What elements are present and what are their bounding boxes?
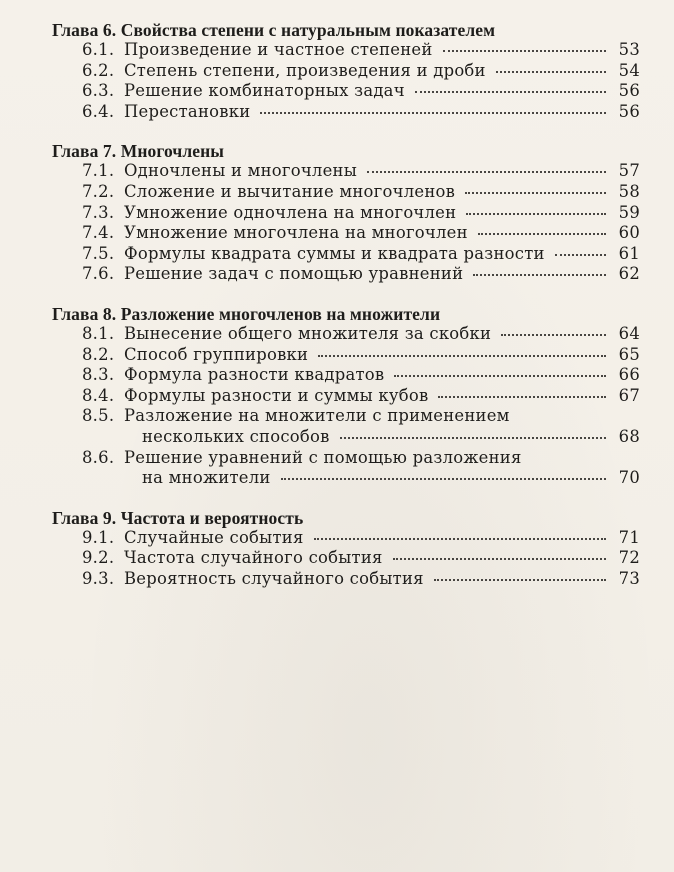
page-number: 57: [618, 161, 640, 181]
toc-entry[interactable]: [52, 569, 640, 590]
page-number: 70: [618, 468, 640, 488]
toc-entry[interactable]: [52, 448, 640, 489]
toc-entry[interactable]: [52, 264, 640, 285]
page-number: 53: [618, 40, 640, 59]
page-number: 56: [618, 101, 640, 121]
section-number: 7.1.: [82, 161, 115, 181]
toc-entry[interactable]: [52, 102, 640, 123]
toc-entry[interactable]: [52, 61, 640, 82]
section-title: Одночлены и многочлены: [124, 161, 358, 181]
dot-leader: [394, 374, 606, 377]
dot-leader: [314, 537, 606, 540]
dot-leader: [281, 477, 606, 480]
page-number: 62: [618, 264, 640, 284]
section-title: Вероятность случайного события: [124, 568, 424, 588]
section-title: Сложение и вычитание многочленов: [124, 181, 456, 201]
dot-leader: [318, 354, 606, 357]
toc-entry[interactable]: [52, 182, 640, 203]
page-number: 60: [618, 223, 640, 243]
section-title: Формулы квадрата суммы и квадрата разности: [124, 243, 545, 263]
dot-leader: [473, 273, 606, 276]
page-number: 73: [618, 568, 640, 588]
page-number: 65: [618, 344, 640, 364]
dot-leader: [466, 212, 606, 215]
section-number: 7.5.: [82, 243, 115, 263]
section-number: 8.4.: [82, 385, 115, 405]
section-title: Разложение на множители с применением: [124, 406, 510, 426]
section-number: 8.5.: [82, 406, 115, 426]
page-number: 58: [618, 181, 640, 201]
dot-leader: [501, 333, 606, 336]
dot-leader: [496, 70, 606, 73]
toc-entry[interactable]: [52, 386, 640, 407]
section-number: 6.4.: [82, 101, 115, 121]
chapter-section: [52, 508, 640, 590]
section-number: 7.6.: [82, 264, 115, 284]
dot-leader: [478, 232, 606, 235]
dot-leader: [260, 111, 606, 114]
section-title: Частота случайного события: [124, 548, 383, 568]
section-title: Случайные события: [124, 527, 304, 547]
chapter-section: [52, 20, 640, 122]
toc-entry[interactable]: [52, 406, 640, 447]
toc-entry[interactable]: [52, 81, 640, 102]
page-number: 61: [618, 243, 640, 263]
page-number: 71: [618, 527, 640, 547]
section-number: 8.3.: [82, 365, 115, 385]
section-number: 6.2.: [82, 60, 115, 80]
section-number: 9.2.: [82, 548, 115, 568]
section-number: 7.3.: [82, 202, 115, 222]
toc-entry[interactable]: [52, 244, 640, 265]
page-number: 64: [618, 323, 640, 343]
chapter-section: [52, 304, 640, 489]
page-number: 66: [618, 365, 640, 385]
page-number: 72: [618, 548, 640, 568]
section-title: на множители: [142, 468, 271, 488]
toc-entry[interactable]: [52, 548, 640, 569]
toc-entry[interactable]: [52, 345, 640, 366]
dot-leader: [340, 436, 606, 439]
dot-leader: [465, 191, 606, 194]
page-number: 59: [618, 202, 640, 222]
section-number: 6.1.: [82, 40, 115, 59]
toc-entry[interactable]: [52, 324, 640, 345]
dot-leader: [555, 253, 606, 256]
section-title: Решение уравнений с помощью разложения: [124, 447, 522, 467]
toc-entry[interactable]: [52, 528, 640, 549]
toc-entry[interactable]: [52, 365, 640, 386]
section-number: 6.3.: [82, 81, 115, 101]
section-title: Произведение и частное степеней: [124, 40, 433, 59]
chapter-title[interactable]: Глава 6. Свойства степени с натуральным показателем: [52, 20, 496, 40]
chapter-title[interactable]: Глава 8. Разложение многочленов на множители: [52, 303, 441, 324]
section-title: Формулы разности и суммы кубов: [124, 385, 429, 405]
section-title: Формула разности квадратов: [124, 365, 385, 385]
chapter-title[interactable]: Глава 9. Частота и вероятность: [52, 507, 304, 528]
section-number: 8.1.: [82, 323, 115, 343]
toc-entry[interactable]: [52, 40, 640, 61]
section-title: Степень степени, произведения и дроби: [124, 60, 486, 80]
chapter-section: [52, 141, 640, 285]
dot-leader: [367, 170, 606, 173]
table-of-contents: [52, 20, 640, 608]
section-title: Решение задач с помощью уравнений: [124, 264, 464, 284]
dot-leader: [415, 90, 606, 93]
toc-entry[interactable]: [52, 203, 640, 224]
section-number: 8.6.: [82, 447, 115, 467]
section-number: 9.1.: [82, 527, 115, 547]
chapter-title[interactable]: Глава 7. Многочлены: [52, 141, 225, 162]
section-number: 7.2.: [82, 181, 115, 201]
section-number: 9.3.: [82, 568, 115, 588]
dot-leader: [438, 395, 606, 398]
page-number: 56: [618, 81, 640, 101]
dot-leader: [393, 557, 606, 560]
section-title: Решение комбинаторных задач: [124, 81, 405, 101]
toc-entry[interactable]: [52, 223, 640, 244]
page-number: 68: [618, 426, 640, 446]
section-title: Перестановки: [124, 101, 251, 121]
section-number: 7.4.: [82, 223, 115, 243]
section-title: Умножение многочлена на многочлен: [124, 223, 468, 243]
section-title: Способ группировки: [124, 344, 309, 364]
dot-leader: [434, 578, 606, 581]
dot-leader: [443, 49, 606, 52]
page-number: 54: [618, 60, 640, 80]
section-number: 8.2.: [82, 344, 115, 364]
section-title: Вынесение общего множителя за скобки: [124, 323, 492, 343]
toc-entry[interactable]: [52, 161, 640, 182]
section-title: Умножение одночлена на многочлен: [124, 202, 457, 222]
section-title: нескольких способов: [142, 426, 330, 446]
page-number: 67: [618, 385, 640, 405]
